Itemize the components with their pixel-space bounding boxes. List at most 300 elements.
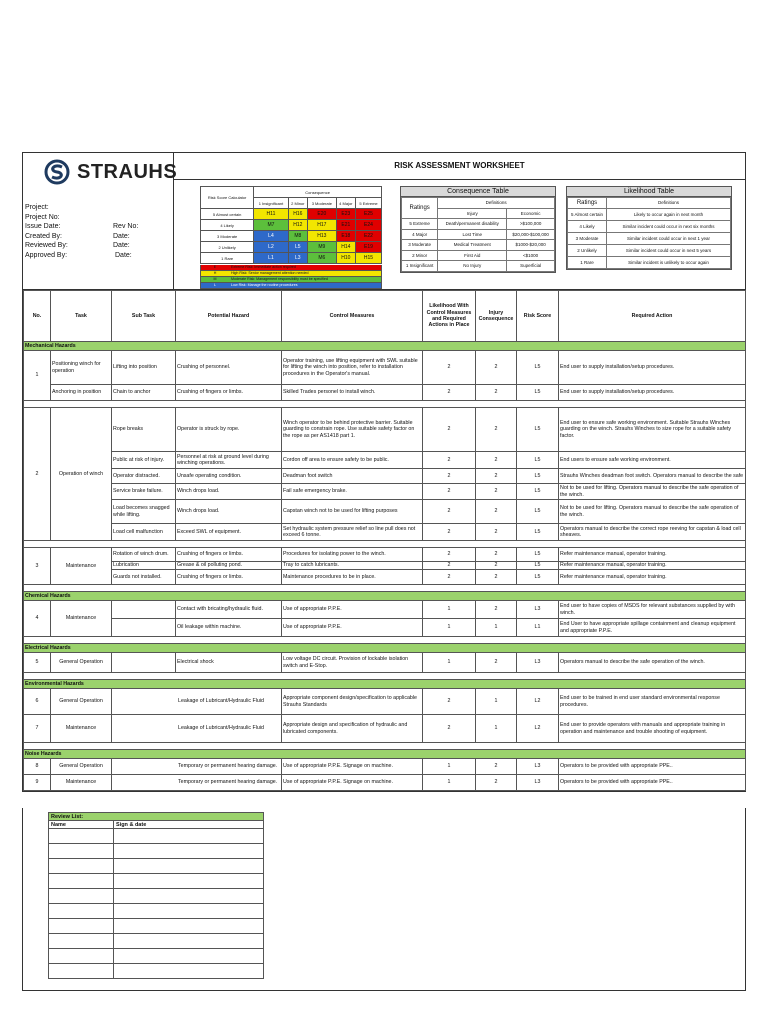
row-likelihood: 2 (423, 548, 476, 562)
matrix-col-header: 2 Minor (288, 198, 307, 209)
row-risk: L5 (517, 562, 559, 570)
strauhs-logo-icon (41, 159, 73, 185)
matrix-cell: E20 (308, 209, 337, 220)
review-name-cell[interactable] (49, 829, 114, 844)
row-no: 2 (24, 408, 51, 541)
table-row (24, 385, 746, 401)
consequence-injury-header: Injury (438, 208, 507, 219)
row-action: Not to be used for lifting. Operators manual to describe the safe operation of the winch. (559, 500, 746, 524)
col-header-consequence: Injury Consequence (476, 291, 517, 342)
consequence-row (402, 240, 555, 251)
row-likelihood: 2 (423, 524, 476, 541)
matrix-col-header: 3 Moderate (308, 198, 337, 209)
spacer-row (24, 585, 746, 592)
row-action: Operators manual to describe the correct rope reeving for capstan & load cell sheaves. (559, 524, 746, 541)
review-name-cell[interactable] (49, 934, 114, 949)
likelihood-cell: 3 Moderate (568, 232, 607, 244)
row-risk: L5 (517, 408, 559, 452)
review-name-cell[interactable] (49, 859, 114, 874)
likelihood-cell: 4 Likely (568, 220, 607, 232)
row-risk: L5 (517, 452, 559, 469)
row-task: Maintenance (51, 775, 112, 791)
row-controls: Use of appropriate P.P.E. Signage on machine. (282, 775, 423, 791)
review-name-cell[interactable] (49, 874, 114, 889)
row-controls: Skilled Trades personel to install winch. (282, 385, 423, 401)
matrix-cell: E19 (356, 242, 382, 253)
created-by-label: Created By: (25, 232, 62, 240)
row-subtask (112, 601, 176, 619)
section-environmental (24, 680, 746, 689)
row-hazard: Winch drops load. (176, 484, 282, 500)
matrix-cell: L2 (254, 242, 288, 253)
row-consequence: 1 (476, 689, 517, 715)
row-subtask: Service brake failure. (112, 484, 176, 500)
review-name-cell[interactable] (49, 904, 114, 919)
row-risk: L2 (517, 689, 559, 715)
matrix-cell: H14 (336, 242, 355, 253)
table-row (24, 570, 746, 585)
table-row (24, 689, 746, 715)
row-hazard: Unsafe operating condition. (176, 469, 282, 484)
risk-key-code: E (201, 265, 229, 270)
row-subtask: Lubrication (112, 562, 176, 570)
row-consequence: 2 (476, 759, 517, 775)
consequence-header: Consequence (254, 187, 382, 198)
spacer-row (24, 401, 746, 408)
col-header-hazard: Potential Hazard (176, 291, 282, 342)
row-risk: L5 (517, 351, 559, 385)
review-row[interactable] (49, 949, 264, 964)
risk-key (200, 265, 382, 289)
row-action: Refer maintenance manual, operator training. (559, 562, 746, 570)
section-title: Noise Hazards (24, 750, 746, 759)
row-no: 8 (24, 759, 51, 775)
col-header-likelihood: Likelihood With Control Measures and Required Actions in Place (423, 291, 476, 342)
likelihood-grid (567, 197, 731, 269)
row-controls: Use of appropriate P.P.E. Signage on machine. (282, 759, 423, 775)
row-controls: Use of appropriate P.P.E. (282, 601, 423, 619)
row-hazard: Personnel at risk at ground level during winching operations. (176, 452, 282, 469)
likelihood-cell: 1 Rare (568, 256, 607, 268)
section-title: Chemical Hazards (24, 592, 746, 601)
risk-key-code: H (201, 271, 229, 276)
row-no: 9 (24, 775, 51, 791)
matrix-cell: H13 (308, 231, 337, 242)
consequence-ratings-header: Ratings (402, 198, 438, 219)
risk-key-row (200, 283, 382, 289)
row-consequence: 2 (476, 775, 517, 791)
matrix-cell: E18 (336, 231, 355, 242)
row-subtask: Guards not installed. (112, 570, 176, 585)
matrix-col-header: 1 Insignificant (254, 198, 288, 209)
row-likelihood: 1 (423, 775, 476, 791)
row-consequence: 2 (476, 601, 517, 619)
row-consequence: 2 (476, 351, 517, 385)
row-action: End user to be trained in end user standard environmental response procedures. (559, 689, 746, 715)
row-risk: L5 (517, 500, 559, 524)
row-hazard: Grease & oil polluting pond. (176, 562, 282, 570)
consequence-title: Consequence Table (401, 187, 555, 197)
likelihood-row (568, 220, 731, 232)
row-controls: Operator training, use lifting equipment with SWL suitable for lifting the winch into position, refer to installation procedures in the Operator's manual. (282, 351, 423, 385)
review-name-cell[interactable] (49, 889, 114, 904)
matrix-row-label: 5 Almost certain (201, 209, 254, 220)
row-hazard: Temporary or permanent hearing damage. (112, 775, 282, 791)
header (23, 153, 745, 290)
matrix-cell: E25 (356, 209, 382, 220)
row-subtask (112, 653, 176, 673)
table-row (24, 653, 746, 673)
row-no: 3 (24, 548, 51, 585)
row-likelihood: 2 (423, 500, 476, 524)
review-sign-header: Sign & date (114, 821, 264, 829)
row-action: End user to provide operators with manuals and appropriate training in operation and maintenance and trouble shooting of equipment. (559, 715, 746, 743)
review-sign-cell[interactable] (114, 919, 264, 934)
row-task: Maintenance (51, 715, 112, 743)
matrix-cell: M7 (254, 220, 288, 231)
review-row[interactable] (49, 859, 264, 874)
section-title: Mechanical Hazards (24, 342, 746, 351)
issue-date-label: Issue Date: (25, 223, 61, 231)
review-sign-cell[interactable] (114, 964, 264, 979)
matrix-row (201, 231, 382, 242)
row-controls: Winch operator to be behind protective barrier. Suitable guarding to constrain rope. Use suitable safety factor on the rope as per AS1418 part 1. (282, 408, 423, 452)
matrix-row (201, 220, 382, 231)
row-hazard: Temporary or permanent hearing damage. (112, 759, 282, 775)
likelihood-cell: 5 Almost certain (568, 208, 607, 220)
review-sign-cell[interactable] (114, 889, 264, 904)
review-header-row (49, 821, 264, 829)
matrix-cell: H10 (336, 253, 355, 264)
matrix-cell: E21 (336, 220, 355, 231)
risk-key-text: High Risk: Senior management attention needed (229, 271, 381, 276)
row-action: Strauhs Winches deadman foot switch. Operators manual to describe the safe (559, 469, 746, 484)
risk-matrix-table (200, 186, 382, 264)
row-controls: Use of appropriate P.P.E. (282, 619, 423, 637)
row-no: 4 (24, 601, 51, 637)
approved-by-label: Approved By: (25, 251, 68, 259)
review-list (48, 812, 264, 979)
risk-key-text: Extreme Risk: Immediate action required (229, 265, 381, 270)
consequence-cell: 3 Moderate (402, 240, 438, 251)
likelihood-cell: Similar incident could occur in next six months (607, 220, 731, 232)
consequence-cell: Medical Treatment (438, 240, 507, 251)
logo (41, 159, 177, 185)
section-title: Electrical Hazards (24, 644, 746, 653)
consequence-cell: 4 Major (402, 229, 438, 240)
review-name-cell[interactable] (49, 844, 114, 859)
table-row (24, 469, 746, 484)
row-subtask: Public at risk of injury. (112, 452, 176, 469)
review-sign-cell[interactable] (114, 904, 264, 919)
rev-no-label: Rev No: (113, 223, 139, 231)
matrix-cell: L4 (254, 231, 288, 242)
review-sign-cell[interactable] (114, 844, 264, 859)
row-task: Maintenance (51, 548, 112, 585)
row-risk: L5 (517, 385, 559, 401)
table-row (24, 351, 746, 385)
row-likelihood: 2 (423, 562, 476, 570)
row-action: Operators to be provided with appropriate PPE.. (559, 775, 746, 791)
row-consequence: 2 (476, 484, 517, 500)
review-row[interactable] (49, 904, 264, 919)
row-likelihood: 2 (423, 385, 476, 401)
row-risk: L1 (517, 619, 559, 637)
row-subtask: Load becomes snagged while lifting. (112, 500, 176, 524)
row-hazard: Crushing of fingers or limbs. (176, 385, 282, 401)
likelihood-row (568, 256, 731, 268)
review-row[interactable] (49, 919, 264, 934)
section-electrical (24, 644, 746, 653)
matrix-cell: E22 (356, 231, 382, 242)
row-likelihood: 1 (423, 601, 476, 619)
row-risk: L5 (517, 548, 559, 562)
row-likelihood: 2 (423, 484, 476, 500)
review-name-cell[interactable] (49, 949, 114, 964)
consequence-cell: <$1000 (507, 250, 555, 261)
matrix-cell: H17 (308, 220, 337, 231)
table-row (24, 524, 746, 541)
table-row (24, 619, 746, 637)
row-hazard: Leakage of Lubricant/Hydraulic Fluid (112, 715, 282, 743)
risk-key-code: L (201, 283, 229, 288)
section-title: Environmental Hazards (24, 680, 746, 689)
review-sign-cell[interactable] (114, 934, 264, 949)
row-risk: L3 (517, 653, 559, 673)
project-label: Project: (25, 204, 49, 211)
review-row[interactable] (49, 934, 264, 949)
matrix-row-label: 3 Moderate (201, 231, 254, 242)
row-consequence: 2 (476, 653, 517, 673)
row-task: Operation of winch (51, 408, 112, 541)
risk-key-text: Low Risk: Manage the routine procedures (229, 283, 381, 288)
consequence-cell: 2 Minor (402, 250, 438, 261)
section-mechanical (24, 342, 746, 351)
row-task: Anchoring in position (51, 385, 112, 401)
row-consequence: 2 (476, 385, 517, 401)
matrix-row-label: 1 Rare (201, 253, 254, 264)
matrix-cell: H11 (254, 209, 288, 220)
row-action: Refer maintenance manual, operator training. (559, 548, 746, 562)
review-name-cell[interactable] (49, 919, 114, 934)
spacer-row (24, 541, 746, 548)
reviewed-date-label: Date: (113, 242, 130, 250)
row-action: End user to supply installation/setup procedures. (559, 351, 746, 385)
row-hazard: Crushing of fingers or limbs. (176, 570, 282, 585)
consequence-row (402, 219, 555, 230)
review-row[interactable] (49, 889, 264, 904)
row-subtask: Operator distracted. (112, 469, 176, 484)
consequence-cell: 1 Insignificant (402, 261, 438, 272)
row-consequence: 2 (476, 500, 517, 524)
matrix-corner: Risk Score Calculator (201, 187, 254, 209)
consequence-cell: Death/permanent disability (438, 219, 507, 230)
consequence-cell: Superficial (507, 261, 555, 272)
row-controls: Appropriate component design/specification to applicable Strauhs Standards (282, 689, 423, 715)
row-subtask: Load cell malfunction (112, 524, 176, 541)
row-hazard: Exceed SWL of equipment. (176, 524, 282, 541)
row-controls: Set hydraulic system pressure relief so line pull does not exceed 6 tonne. (282, 524, 423, 541)
row-action: Not to be used for lifting. Operators manual to describe the safe operation of the winch. (559, 484, 746, 500)
risk-key-text: Moderate Risk: Management responsibility must be specified (229, 277, 381, 282)
row-consequence: 2 (476, 452, 517, 469)
col-header-risk-score: Risk Score (517, 291, 559, 342)
table-row (24, 759, 746, 775)
likelihood-row (568, 208, 731, 220)
col-header-task: Task (51, 291, 112, 342)
row-action: Operators to be provided with appropriate PPE.. (559, 759, 746, 775)
row-risk: L3 (517, 759, 559, 775)
row-controls: Deadman foot switch (282, 469, 423, 484)
review-row[interactable] (49, 874, 264, 889)
review-sign-cell[interactable] (114, 829, 264, 844)
created-date-label: Date: (113, 232, 130, 240)
consequence-cell: First Aid (438, 250, 507, 261)
row-likelihood: 2 (423, 715, 476, 743)
consequence-cell: No Injury (438, 261, 507, 272)
review-sign-cell[interactable] (114, 874, 264, 889)
col-header-controls: Control Measures (282, 291, 423, 342)
consequence-table (400, 186, 556, 273)
row-action: End user to have copies of MSDS for relevant substances supplied by with winch. (559, 601, 746, 619)
consequence-cell: $20,000-$100,000 (507, 229, 555, 240)
consequence-cell: >$100,000 (507, 219, 555, 230)
row-risk: L5 (517, 484, 559, 500)
risk-matrix (200, 186, 382, 289)
col-header-no: No. (24, 291, 51, 342)
matrix-cell: H12 (288, 220, 307, 231)
row-action: Operators manual to describe the safe operation of the winch. (559, 653, 746, 673)
row-controls: Appropriate design and specification of hydraulic and lubricated components. (282, 715, 423, 743)
table-row (24, 452, 746, 469)
consequence-cell: $1000-$20,000 (507, 240, 555, 251)
likelihood-row (568, 232, 731, 244)
matrix-col-header: 5 Extreme (356, 198, 382, 209)
section-chemical (24, 592, 746, 601)
likelihood-cell: Similar incident is unlikely to occur again (607, 256, 731, 268)
review-title-row (49, 813, 264, 821)
col-header-subtask: Sub Task (112, 291, 176, 342)
row-risk: L3 (517, 601, 559, 619)
worksheet-title: RISK ASSESSMENT WORKSHEET (174, 153, 745, 180)
row-likelihood: 2 (423, 408, 476, 452)
likelihood-cell: Similar incident could occur in next 1 year (607, 232, 731, 244)
matrix-row-label: 4 Likely (201, 220, 254, 231)
row-likelihood: 1 (423, 619, 476, 637)
table-row (24, 484, 746, 500)
matrix-col-header: 4 Major (336, 198, 355, 209)
row-risk: L2 (517, 715, 559, 743)
row-risk: L5 (517, 524, 559, 541)
matrix-row (201, 242, 382, 253)
review-row[interactable] (49, 844, 264, 859)
risk-key-code: M (201, 277, 229, 282)
likelihood-row (568, 244, 731, 256)
row-controls: Procedures for isolating power to the winch. (282, 548, 423, 562)
row-consequence: 2 (476, 408, 517, 452)
review-sign-cell[interactable] (114, 949, 264, 964)
row-consequence: 1 (476, 619, 517, 637)
row-hazard: Electrical shock (176, 653, 282, 673)
matrix-cell: M6 (308, 253, 337, 264)
row-no: 7 (24, 715, 51, 743)
row-subtask: Rope breaks (112, 408, 176, 452)
matrix-cell: L5 (288, 242, 307, 253)
row-consequence: 2 (476, 570, 517, 585)
row-likelihood: 1 (423, 759, 476, 775)
review-name-header: Name (49, 821, 114, 829)
review-row[interactable] (49, 829, 264, 844)
row-consequence: 2 (476, 524, 517, 541)
matrix-cell: L1 (254, 253, 288, 264)
spacer-row (24, 673, 746, 680)
row-likelihood: 2 (423, 351, 476, 385)
table-row (24, 601, 746, 619)
likelihood-cell: Similar incident could occur in next 5 years (607, 244, 731, 256)
likelihood-cell: Likely to occur again in next month (607, 208, 731, 220)
row-task: Positioning winch for operation (51, 351, 112, 385)
row-consequence: 2 (476, 548, 517, 562)
table-row (24, 548, 746, 562)
consequence-row (402, 261, 555, 272)
row-subtask: Chain to anchor (112, 385, 176, 401)
row-subtask (112, 619, 176, 637)
matrix-cell: E24 (356, 220, 382, 231)
table-row (24, 562, 746, 570)
table-row (24, 408, 746, 452)
row-task: General Operation (51, 689, 112, 715)
table-row (24, 715, 746, 743)
row-consequence: 1 (476, 715, 517, 743)
review-name-cell[interactable] (49, 964, 114, 979)
matrix-cell: L3 (288, 253, 307, 264)
matrix-cell: M8 (288, 231, 307, 242)
matrix-cell: H16 (288, 209, 307, 220)
likelihood-definitions-header: Definitions (607, 198, 731, 209)
row-risk: L5 (517, 469, 559, 484)
consequence-row (402, 229, 555, 240)
risk-table (23, 290, 746, 791)
row-controls: Fail safe emergency brake. (282, 484, 423, 500)
row-task: General Operation (51, 759, 112, 775)
spacer-row (24, 637, 746, 644)
row-action: End User to have appropriate spillage containment and cleanup equipment and appropriate P.P.E. (559, 619, 746, 637)
consequence-row (402, 250, 555, 261)
matrix-cell: E23 (336, 209, 355, 220)
review-title: Review List: (49, 813, 264, 821)
row-hazard: Crushing of fingers or limbs. (176, 548, 282, 562)
row-hazard: Winch drops load. (176, 500, 282, 524)
matrix-cell: H15 (356, 253, 382, 264)
row-controls: Maintenance procedures to be in place. (282, 570, 423, 585)
matrix-cell: M9 (308, 242, 337, 253)
spacer-row (24, 743, 746, 750)
row-hazard: Contact with bricating/hydraulic fluid. (176, 601, 282, 619)
consequence-cell: Lost Time (438, 229, 507, 240)
consequence-grid (401, 197, 555, 272)
row-likelihood: 2 (423, 452, 476, 469)
approved-date-label: Date: (115, 251, 132, 259)
project-no-label: Project No: (25, 213, 60, 221)
review-row[interactable] (49, 964, 264, 979)
consequence-economic-header: Economic (507, 208, 555, 219)
table-row (24, 500, 746, 524)
row-controls: Low voltage DC circuit. Provision of lockable isolation switch and E-Stop. (282, 653, 423, 673)
section-noise (24, 750, 746, 759)
row-task: Maintenance (51, 601, 112, 637)
review-sign-cell[interactable] (114, 859, 264, 874)
table-header-row (24, 291, 746, 342)
